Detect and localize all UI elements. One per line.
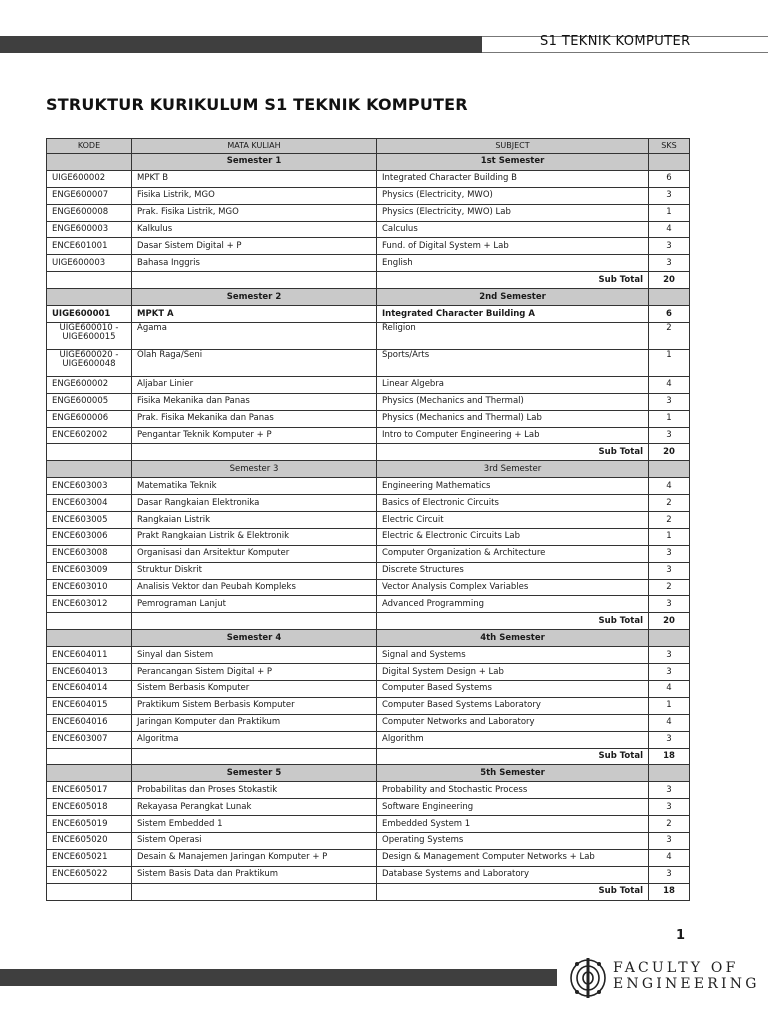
semester-header-row: [47, 630, 690, 647]
course-code: ENCE605020: [47, 832, 132, 849]
course-subject: Physics (Mechanics and Thermal) Lab: [377, 410, 649, 427]
course-name: Struktur Diskrit: [132, 562, 377, 579]
course-name: Bahasa Inggris: [132, 255, 377, 272]
subtotal-value: 20: [649, 613, 690, 630]
course-sks: 3: [649, 832, 690, 849]
table-row: [47, 221, 690, 238]
subtotal-label: Sub Total: [377, 883, 649, 900]
course-name: Pengantar Teknik Komputer + P: [132, 427, 377, 444]
course-code: ENGE600005: [47, 393, 132, 410]
course-name: Rangkaian Listrik: [132, 512, 377, 529]
course-sks: 3: [649, 647, 690, 664]
course-subject: Integrated Character Building B: [377, 170, 649, 187]
course-subject: Computer Based Systems: [377, 680, 649, 697]
course-sks: 3: [649, 731, 690, 748]
course-code: ENCE601001: [47, 238, 132, 255]
course-sks: 2: [649, 512, 690, 529]
table-header-row: [47, 139, 690, 154]
semester-header-row: [47, 461, 690, 478]
header-rule-bottom: [482, 52, 768, 53]
course-subject: English: [377, 255, 649, 272]
table-row: [47, 349, 690, 376]
course-sks: 3: [649, 255, 690, 272]
semester-label-en: 5th Semester: [377, 765, 649, 782]
table-row: [47, 528, 690, 545]
course-subject: Fund. of Digital System + Lab: [377, 238, 649, 255]
table-row: [47, 495, 690, 512]
course-code: ENCE603012: [47, 596, 132, 613]
course-code: ENCE603007: [47, 731, 132, 748]
subtotal-label: Sub Total: [377, 272, 649, 289]
course-name: Sinyal dan Sistem: [132, 647, 377, 664]
course-sks: 1: [649, 204, 690, 221]
course-sks: 4: [649, 714, 690, 731]
course-sks: 3: [649, 238, 690, 255]
table-row: [47, 647, 690, 664]
course-sks: 3: [649, 545, 690, 562]
course-subject: Electric & Electronic Circuits Lab: [377, 528, 649, 545]
course-name: Prak. Fisika Mekanika dan Panas: [132, 410, 377, 427]
course-subject: Digital System Design + Lab: [377, 664, 649, 681]
table-row: [47, 866, 690, 883]
subtotal-value: 20: [649, 444, 690, 461]
course-subject: Basics of Electronic Circuits: [377, 495, 649, 512]
semester-3-section: [47, 461, 690, 630]
course-subject: Operating Systems: [377, 832, 649, 849]
table-row: [47, 238, 690, 255]
table-row: [47, 731, 690, 748]
table-row: [47, 187, 690, 204]
course-sks: 1: [649, 410, 690, 427]
column-header-matakuliah: MATA KULIAH: [132, 139, 377, 154]
course-code: ENCE603010: [47, 579, 132, 596]
course-subject: Advanced Programming: [377, 596, 649, 613]
subtotal-value: 18: [649, 883, 690, 900]
course-sks: 4: [649, 478, 690, 495]
course-subject: Computer Networks and Laboratory: [377, 714, 649, 731]
semester-label-id: Semester 1: [132, 154, 377, 171]
course-name: Olah Raga/Seni: [132, 349, 377, 376]
course-name: Dasar Rangkaian Elektronika: [132, 495, 377, 512]
course-sks: 1: [649, 697, 690, 714]
course-sks: 3: [649, 187, 690, 204]
course-sks: 3: [649, 866, 690, 883]
semester-1-section: [47, 154, 690, 289]
semester-header-row: [47, 289, 690, 306]
semester-label-en: 3rd Semester: [377, 461, 649, 478]
course-subject: Physics (Electricity, MWO) Lab: [377, 204, 649, 221]
course-sks: 3: [649, 782, 690, 799]
table-row: [47, 545, 690, 562]
course-sks: 4: [649, 849, 690, 866]
table-row: [47, 170, 690, 187]
course-subject: Integrated Character Building A: [377, 306, 649, 323]
course-code: ENCE605019: [47, 816, 132, 833]
table-row: [47, 697, 690, 714]
course-sks: 3: [649, 562, 690, 579]
table-row: [47, 410, 690, 427]
table-row: [47, 204, 690, 221]
course-subject: Physics (Electricity, MWO): [377, 187, 649, 204]
course-sks: 6: [649, 170, 690, 187]
column-header-kode: KODE: [47, 139, 132, 154]
course-code: ENCE603009: [47, 562, 132, 579]
course-code: ENCE605017: [47, 782, 132, 799]
course-name: Organisasi dan Arsitektur Komputer: [132, 545, 377, 562]
table-row: [47, 664, 690, 681]
course-sks: 4: [649, 680, 690, 697]
semester-label-id: Semester 3: [132, 461, 377, 478]
semester-header-row: [47, 765, 690, 782]
course-subject: Electric Circuit: [377, 512, 649, 529]
subtotal-label: Sub Total: [377, 613, 649, 630]
course-sks: 2: [649, 816, 690, 833]
makara-logo-icon: [568, 956, 608, 1000]
course-code: UIGE600010 - UIGE600015: [47, 322, 132, 349]
table-row: [47, 782, 690, 799]
table-row: [47, 427, 690, 444]
course-subject: Calculus: [377, 221, 649, 238]
table-row: [47, 376, 690, 393]
course-sks: 2: [649, 495, 690, 512]
table-row: [47, 562, 690, 579]
course-name: Sistem Embedded 1: [132, 816, 377, 833]
course-sks: 1: [649, 349, 690, 376]
semester-label-id: Semester 5: [132, 765, 377, 782]
subtotal-row: [47, 883, 690, 900]
faculty-name-line1: FACULTY OF: [613, 960, 739, 976]
course-code: UIGE600001: [47, 306, 132, 323]
semester-4-section: [47, 630, 690, 765]
course-subject: Intro to Computer Engineering + Lab: [377, 427, 649, 444]
course-name: Agama: [132, 322, 377, 349]
semester-label-id: Semester 4: [132, 630, 377, 647]
subtotal-row: [47, 272, 690, 289]
course-code: ENGE600006: [47, 410, 132, 427]
table-row: [47, 596, 690, 613]
page-number: 1: [676, 928, 686, 943]
subtotal-row: [47, 748, 690, 765]
course-sks: 4: [649, 221, 690, 238]
course-code: ENCE604013: [47, 664, 132, 681]
course-code: ENCE604014: [47, 680, 132, 697]
course-subject: Religion: [377, 322, 649, 349]
course-sks: 1: [649, 528, 690, 545]
course-code: ENCE603003: [47, 478, 132, 495]
column-header-subject: SUBJECT: [377, 139, 649, 154]
course-code: UIGE600003: [47, 255, 132, 272]
course-code: ENGE600002: [47, 376, 132, 393]
course-subject: Vector Analysis Complex Variables: [377, 579, 649, 596]
course-sks: 3: [649, 596, 690, 613]
document-title: STRUKTUR KURIKULUM S1 TEKNIK KOMPUTER: [46, 95, 468, 114]
semester-label-en: 4th Semester: [377, 630, 649, 647]
table-row: [47, 832, 690, 849]
course-subject: Discrete Structures: [377, 562, 649, 579]
subtotal-label: Sub Total: [377, 444, 649, 461]
course-subject: Computer Organization & Architecture: [377, 545, 649, 562]
course-name: Sistem Basis Data dan Praktikum: [132, 866, 377, 883]
semester-header-row: [47, 154, 690, 171]
table-row: [47, 714, 690, 731]
course-code: ENCE605018: [47, 799, 132, 816]
course-sks: 4: [649, 376, 690, 393]
course-subject: Design & Management Computer Networks + Lab: [377, 849, 649, 866]
course-code: ENCE602002: [47, 427, 132, 444]
course-name: Probabilitas dan Proses Stokastik: [132, 782, 377, 799]
table-row: [47, 816, 690, 833]
course-code: UIGE600020 - UIGE600048: [47, 349, 132, 376]
course-name: Fisika Listrik, MGO: [132, 187, 377, 204]
course-code: ENGE600008: [47, 204, 132, 221]
table-row: [47, 255, 690, 272]
course-subject: Probability and Stochastic Process: [377, 782, 649, 799]
table-row: [47, 512, 690, 529]
semester-label-id: Semester 2: [132, 289, 377, 306]
course-subject: Embedded System 1: [377, 816, 649, 833]
course-name: Matematika Teknik: [132, 478, 377, 495]
course-sks: 3: [649, 393, 690, 410]
column-header-sks: SKS: [649, 139, 690, 154]
course-sks: 3: [649, 664, 690, 681]
course-code: ENCE604016: [47, 714, 132, 731]
footer-bar: [0, 969, 557, 986]
course-name: Analisis Vektor dan Peubah Kompleks: [132, 579, 377, 596]
course-code: ENCE603005: [47, 512, 132, 529]
table-row: [47, 478, 690, 495]
table-row: [47, 799, 690, 816]
semester-label-en: 2nd Semester: [377, 289, 649, 306]
course-code: ENCE603004: [47, 495, 132, 512]
subtotal-value: 18: [649, 748, 690, 765]
course-subject: Sports/Arts: [377, 349, 649, 376]
header-bar: [0, 36, 482, 53]
course-subject: Database Systems and Laboratory: [377, 866, 649, 883]
course-subject: Linear Algebra: [377, 376, 649, 393]
course-name: Fisika Mekanika dan Panas: [132, 393, 377, 410]
subtotal-label: Sub Total: [377, 748, 649, 765]
table-row: [47, 579, 690, 596]
course-code: ENCE603006: [47, 528, 132, 545]
curriculum-table: [46, 138, 690, 901]
course-subject: Computer Based Systems Laboratory: [377, 697, 649, 714]
course-subject: Physics (Mechanics and Thermal): [377, 393, 649, 410]
course-sks: 3: [649, 427, 690, 444]
course-code: ENGE600007: [47, 187, 132, 204]
course-code: ENCE604011: [47, 647, 132, 664]
course-name: Dasar Sistem Digital + P: [132, 238, 377, 255]
subtotal-row: [47, 613, 690, 630]
semester-label-en: 1st Semester: [377, 154, 649, 171]
course-name: Perancangan Sistem Digital + P: [132, 664, 377, 681]
course-code: UIGE600002: [47, 170, 132, 187]
semester-2-section: [47, 289, 690, 461]
course-name: Pemrograman Lanjut: [132, 596, 377, 613]
course-name: Aljabar Linier: [132, 376, 377, 393]
course-code: ENCE605022: [47, 866, 132, 883]
course-name: Prak. Fisika Listrik, MGO: [132, 204, 377, 221]
subtotal-row: [47, 444, 690, 461]
course-name: Rekayasa Perangkat Lunak: [132, 799, 377, 816]
course-name: Sistem Operasi: [132, 832, 377, 849]
course-name: MPKT A: [132, 306, 377, 323]
semester-5-section: [47, 765, 690, 900]
course-subject: Signal and Systems: [377, 647, 649, 664]
course-code: ENCE605021: [47, 849, 132, 866]
table-row: [47, 393, 690, 410]
course-subject: Engineering Mathematics: [377, 478, 649, 495]
course-name: Algoritma: [132, 731, 377, 748]
table-row: [47, 322, 690, 349]
faculty-name-line2: ENGINEERING: [613, 976, 760, 992]
course-sks: 3: [649, 799, 690, 816]
course-sks: 2: [649, 579, 690, 596]
course-name: Sistem Berbasis Komputer: [132, 680, 377, 697]
course-name: Jaringan Komputer dan Praktikum: [132, 714, 377, 731]
course-subject: Algorithm: [377, 731, 649, 748]
course-name: Praktikum Sistem Berbasis Komputer: [132, 697, 377, 714]
course-subject: Software Engineering: [377, 799, 649, 816]
course-code: ENGE600003: [47, 221, 132, 238]
table-row: [47, 680, 690, 697]
header-program-title: S1 TEKNIK KOMPUTER: [540, 34, 691, 49]
course-code: ENCE604015: [47, 697, 132, 714]
course-sks: 6: [649, 306, 690, 323]
subtotal-value: 20: [649, 272, 690, 289]
course-name: Prakt Rangkaian Listrik & Elektronik: [132, 528, 377, 545]
course-sks: 2: [649, 322, 690, 349]
course-name: MPKT B: [132, 170, 377, 187]
course-name: Kalkulus: [132, 221, 377, 238]
table-row: [47, 306, 690, 323]
table-row: [47, 849, 690, 866]
course-name: Desain & Manajemen Jaringan Komputer + P: [132, 849, 377, 866]
course-code: ENCE603008: [47, 545, 132, 562]
